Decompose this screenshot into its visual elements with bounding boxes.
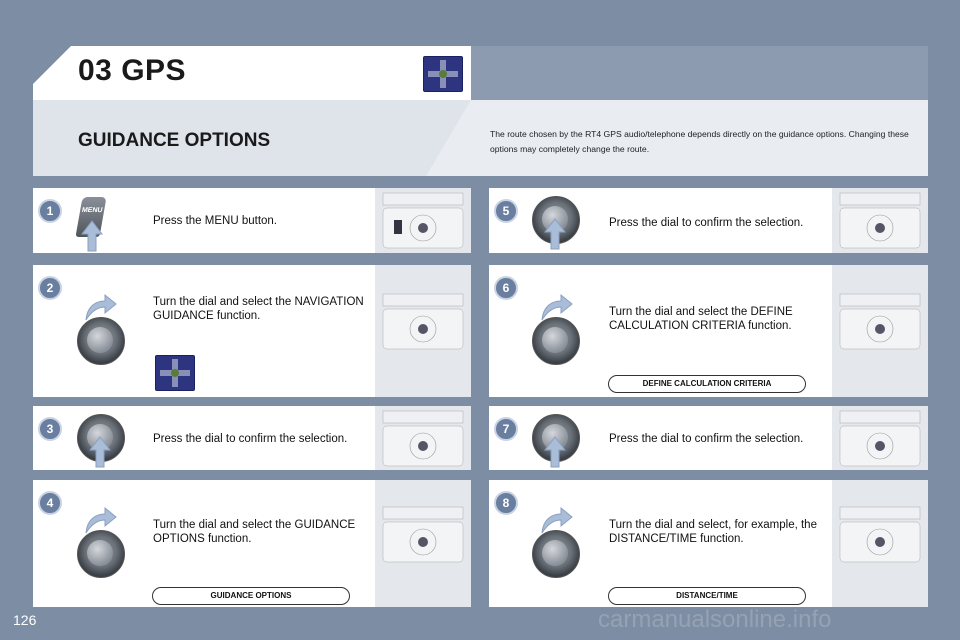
- step-text: Turn the dial and select the NAVIGATION GUIDANCE function.: [153, 296, 364, 322]
- dial-icon: [532, 317, 580, 365]
- dial-icon: [532, 530, 580, 578]
- step-7-panel: [489, 406, 928, 470]
- step-number-badge: 2: [38, 276, 62, 300]
- step-6-panel: [489, 265, 928, 397]
- menu-option-label: DISTANCE/TIME: [608, 587, 806, 605]
- step-text: Turn the dial and select the GUIDANCE OPTIONS function.: [153, 519, 356, 545]
- step-number-badge: 7: [494, 417, 518, 441]
- step-text: Press the dial to confirm the selection.: [609, 217, 804, 229]
- step-number-badge: 3: [38, 417, 62, 441]
- console-illustration: [375, 480, 471, 607]
- step-number-badge: 1: [38, 199, 62, 223]
- dial-icon: [77, 530, 125, 578]
- step-number-badge: 5: [494, 199, 518, 223]
- step-3-panel: [33, 406, 471, 470]
- page-title: 03 GPS: [78, 54, 187, 87]
- menu-option-label: DEFINE CALCULATION CRITERIA: [608, 375, 806, 393]
- step-text: Press the dial to confirm the selection.: [609, 433, 804, 445]
- step-text: Press the MENU button.: [153, 215, 277, 227]
- section-title: GUIDANCE OPTIONS: [78, 130, 271, 151]
- header-right-bar: [471, 46, 928, 100]
- step-number-badge: 4: [38, 491, 62, 515]
- press-arrow-icon: [89, 436, 111, 468]
- watermark: carmanualsonline.info: [598, 606, 832, 633]
- console-illustration: [375, 406, 471, 470]
- step-1-panel: [33, 188, 471, 253]
- navigation-icon: [155, 355, 195, 391]
- dial-icon: [77, 317, 125, 365]
- console-illustration: [832, 188, 928, 253]
- press-arrow-icon: [544, 436, 566, 468]
- step-text: Turn the dial and select, for example, the DISTANCE/TIME function.: [609, 519, 817, 545]
- step-text: Turn the dial and select the DEFINE CALCULATION CRITERIA function.: [609, 306, 793, 332]
- step-5-panel: [489, 188, 928, 253]
- step-text: Press the dial to confirm the selection.: [153, 433, 348, 445]
- step-2-panel: [33, 265, 471, 397]
- console-illustration: [832, 406, 928, 470]
- page-number: 126: [13, 612, 37, 628]
- intro-text: The route chosen by the RT4 GPS audio/telephone depends directly on the guidance options. Changing these options may completely change the route.: [490, 129, 909, 154]
- menu-button-label: MENU: [81, 207, 104, 214]
- press-arrow-icon: [544, 218, 566, 250]
- step-number-badge: 8: [494, 491, 518, 515]
- console-illustration: [832, 480, 928, 607]
- navigation-icon: [423, 56, 463, 92]
- step-number-badge: 6: [494, 276, 518, 300]
- console-illustration: [375, 188, 471, 253]
- step-4-panel: [33, 480, 471, 607]
- menu-option-label: GUIDANCE OPTIONS: [152, 587, 350, 605]
- press-arrow-icon: [81, 220, 103, 252]
- console-illustration: [375, 265, 471, 397]
- step-8-panel: [489, 480, 928, 607]
- console-illustration: [832, 265, 928, 397]
